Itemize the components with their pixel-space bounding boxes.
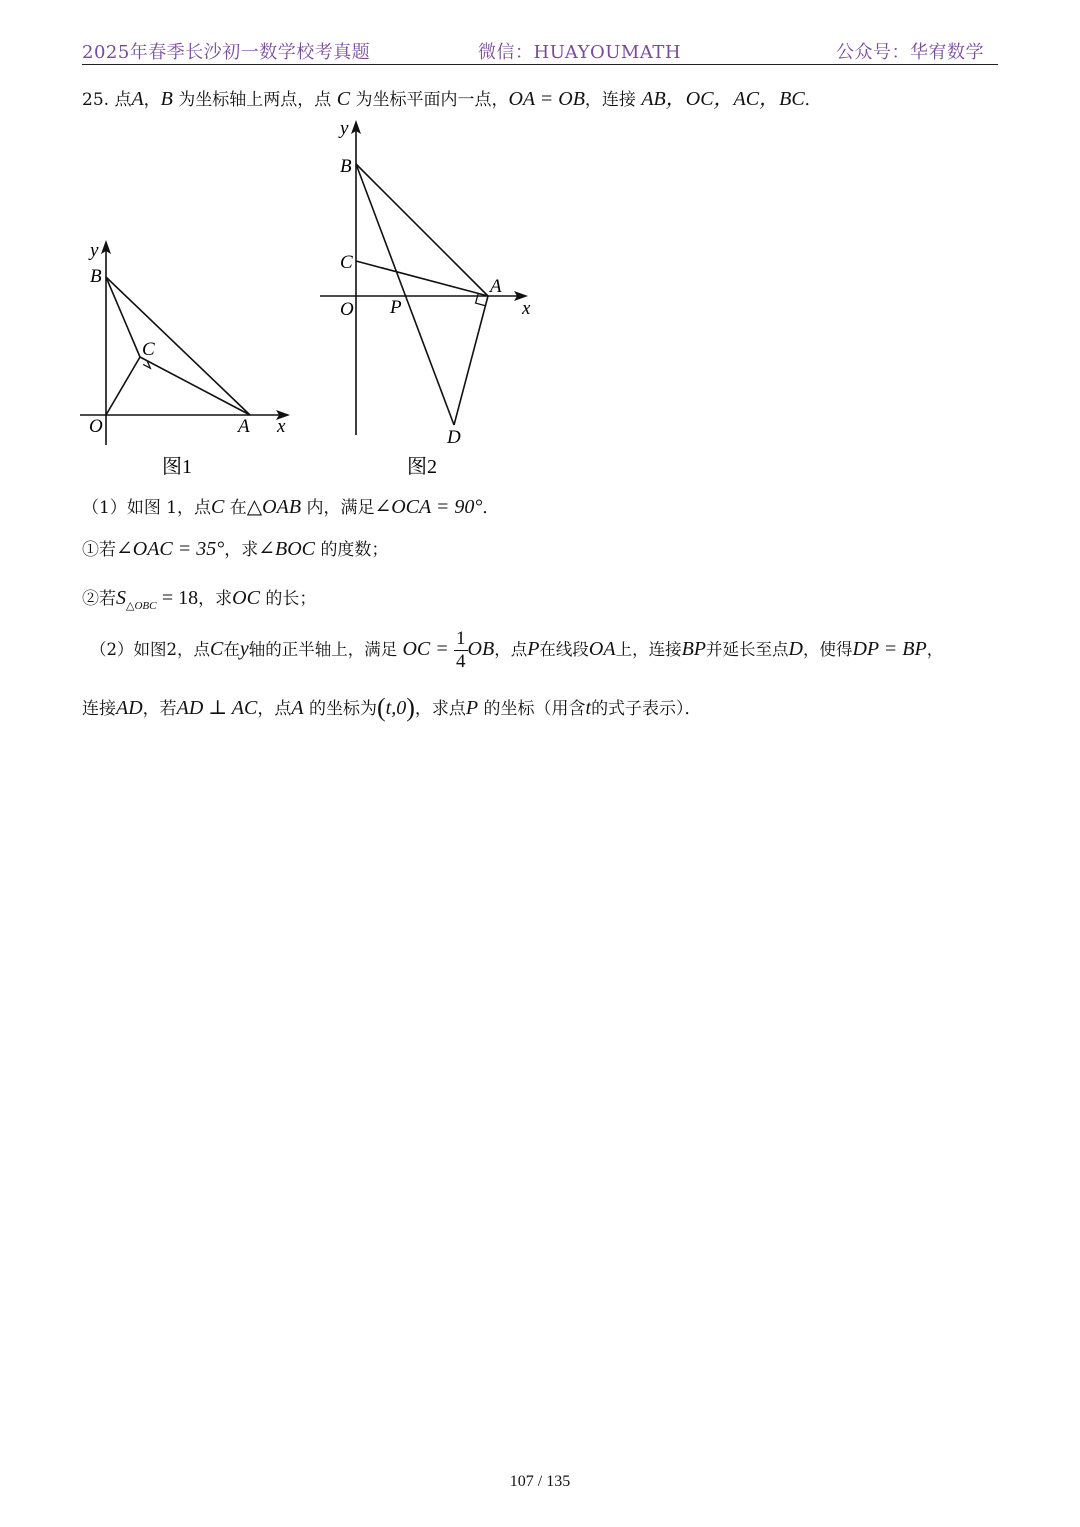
header-left-title: 2025年春季长沙初一数学校考真题 <box>82 42 371 63</box>
ad-perp-ac: AD ⊥ AC <box>176 697 258 719</box>
angle-boc: ∠BOC <box>258 538 316 560</box>
fig1-label-x: x <box>277 416 286 437</box>
fig2-label-o: O <box>340 299 354 320</box>
problem-number: 25. <box>82 90 110 110</box>
part1-statement: （1）如图 1，点C 在△OAB 内，满足∠OCA = 90°． <box>82 496 500 518</box>
point-a-coordinate: t,0 <box>385 697 407 719</box>
fig1-label-y: y <box>90 240 99 261</box>
fig1-segment-ab <box>106 277 250 415</box>
figure-2 <box>310 110 550 490</box>
page-number: 107 / 135 <box>509 1473 571 1490</box>
fig2-segment-ba <box>356 164 488 296</box>
fig2-segment-bd <box>356 164 454 425</box>
fig1-label-a: A <box>238 416 250 437</box>
fig1-segment-bc <box>106 277 140 357</box>
fig2-label-x: x <box>522 298 531 319</box>
part2-statement-line1: （2）如图2，点C在y轴的正半轴上，满足 OC = $\frac{1}{4}$ OB，点P在线段OA上，连接BP并延长至点D，使得DP = BP， <box>90 628 944 672</box>
fig2-label-b: B <box>340 156 352 177</box>
fig1-segment-ca <box>140 357 250 415</box>
fig1-label-c: C <box>142 339 155 360</box>
figure-1 <box>70 230 310 490</box>
fig2-caption: 图2 <box>407 456 437 478</box>
fig1-segment-oc <box>106 357 140 415</box>
fig1-caption: 图1 <box>162 456 192 478</box>
fig1-label-b: B <box>90 266 102 287</box>
fig2-label-p: P <box>390 297 402 318</box>
question-2: ②若$S_{\triangle OBC} = 18$，求OC 的长； <box>82 587 317 612</box>
triangle-oab: △OAB <box>246 496 302 518</box>
fig1-label-o: O <box>89 416 103 437</box>
segment-list: AB，OC，AC，BC <box>641 88 805 110</box>
fig2-segment-ad <box>454 296 488 425</box>
header-wechat: 微信：HUAYOUMATH <box>478 42 682 63</box>
eq-oa-ob: OA = OB <box>508 88 585 110</box>
fig2-label-a: A <box>490 276 502 297</box>
part2-statement-line2: 连接AD，若AD ⊥ AC，点A 的坐标为(t,0)，求点P 的坐标（用含t的式子表示）． <box>82 693 702 722</box>
angle-oca: ∠OCA = 90° <box>374 496 483 518</box>
angle-oac: ∠OAC = 35° <box>116 538 225 560</box>
fig2-label-d: D <box>447 427 461 448</box>
header-divider <box>82 64 998 65</box>
problem-intro: 25. 点A，B 为坐标轴上两点，点 C 为坐标平面内一点，OA = OB，连接 AB，OC，AC，BC． <box>82 88 822 110</box>
question-1: ①若∠OAC = 35°，求∠BOC 的度数； <box>82 538 389 560</box>
fig2-segment-ca <box>356 261 488 296</box>
fig2-label-c: C <box>340 252 353 273</box>
fig2-label-y: y <box>340 118 349 139</box>
fraction-one-quarter: $\frac{1}{4}$ <box>456 628 466 672</box>
header-official-account: 公众号：华宥数学 <box>836 42 984 63</box>
